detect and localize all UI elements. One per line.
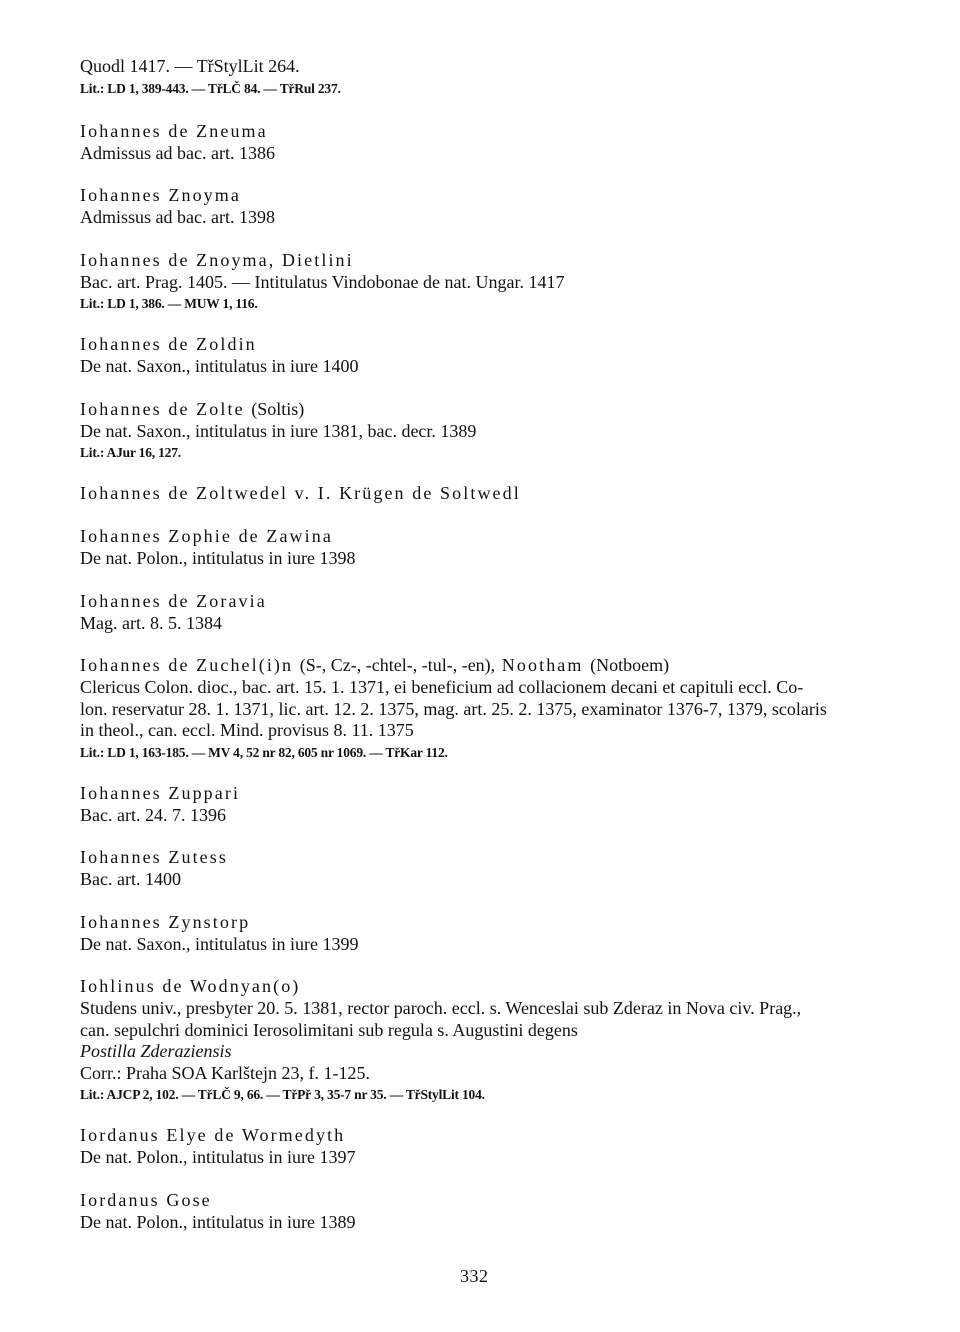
text-line: Quodl 1417. — TřStylLit 264. bbox=[80, 56, 300, 76]
text-line: Admissus ad bac. art. 1398 bbox=[80, 207, 275, 227]
entry-name-variant: (Soltis) bbox=[251, 398, 305, 419]
entry-iohannes-de-zolte bbox=[80, 398, 900, 465]
entry-iohannes-zynstorp bbox=[80, 911, 900, 956]
text-line: De nat. Saxon., intitulatus in iure 1400 bbox=[80, 356, 359, 376]
entry-iohannes-de-zoravia bbox=[80, 590, 900, 635]
entry-name bbox=[80, 398, 900, 421]
text-line: in theol., can. eccl. Mind. provisus 8. 11. 1375 bbox=[80, 720, 414, 740]
correspondence-line: Corr.: Praha SOA Karlštejn 23, f. 1-125. bbox=[80, 1062, 370, 1083]
work-title: Postilla Zderaziensis bbox=[80, 1041, 232, 1061]
text-line: Bac. art. Prag. 1405. — Intitulatus Vindobonae de nat. Ungar. 1417 bbox=[80, 271, 565, 292]
entry-name: Iordanus Gose bbox=[80, 1189, 212, 1210]
entry-iohlinus-de-wodnyano bbox=[80, 975, 900, 1106]
entry-name: Iohannes Znoyma bbox=[80, 185, 241, 205]
text-line: Bac. art. 1400 bbox=[80, 869, 181, 889]
entry-name-variant: (S-, Cz-, -chtel-, -tul-, -en), bbox=[299, 655, 496, 675]
text-line: Admissus ad bac. art. 1386 bbox=[80, 142, 275, 163]
literature-line: Lit.: LD 1, 389-443. — TřLČ 84. — TřRul 237. bbox=[80, 80, 341, 96]
entry-name: Iohannes de Zoravia bbox=[80, 590, 267, 611]
literature-line: Lit.: LD 1, 163-185. — MV 4, 52 nr 82, 605 nr 1069. — TřKar 112. bbox=[80, 744, 448, 760]
text-line: Bac. art. 24. 7. 1396 bbox=[80, 804, 226, 825]
entry-iohannes-de-zoldin bbox=[80, 333, 900, 378]
entry-name: Iohannes de Zoldin bbox=[80, 334, 257, 354]
entry-name: Iohannes de Znoyma, Dietlini bbox=[80, 249, 354, 270]
entry-name bbox=[80, 654, 900, 677]
entry-iohannes-de-zoltwedel bbox=[80, 482, 900, 505]
page-number: 332 bbox=[460, 1266, 489, 1286]
entry-iohannes-znoyma bbox=[80, 184, 900, 229]
entry-name: Iohannes de Zneuma bbox=[80, 120, 268, 141]
text-line: De nat. Polon., intitulatus in iure 1397 bbox=[80, 1147, 356, 1167]
text-line: De nat. Polon., intitulatus in iure 1398 bbox=[80, 548, 356, 568]
text-line: Mag. art. 8. 5. 1384 bbox=[80, 612, 222, 633]
entry-name-main: Iohannes de Zuchel(i)n bbox=[80, 655, 294, 675]
text-line: Studens univ., presbyter 20. 5. 1381, rector paroch. eccl. s. Wenceslai sub Zderaz in Nova civ. Prag., bbox=[80, 998, 802, 1018]
entry-iohannes-zophie-de-zawina bbox=[80, 525, 900, 570]
entry-iohannes-de-znoyma-dietlini bbox=[80, 249, 900, 316]
literature-line: Lit.: AJCP 2, 102. — TřLČ 9, 66. — TřPř 3, 35-7 nr 35. — TřStylLit 104. bbox=[80, 1087, 485, 1102]
entry-name-main: Iohannes de Zolte bbox=[80, 398, 245, 419]
entry-iohannes-de-zneuma bbox=[80, 120, 900, 165]
entry-iordanus-elye-de-wormedyth bbox=[80, 1124, 900, 1169]
entry-name-alias: Nootham bbox=[501, 655, 584, 675]
text-line: De nat. Polon., intitulatus in iure 1389 bbox=[80, 1211, 356, 1232]
literature-line: Lit.: LD 1, 386. — MUW 1, 116. bbox=[80, 296, 258, 311]
entry-name-alias-variant: (Notboem) bbox=[590, 655, 670, 675]
entry-iohannes-de-zucheln bbox=[80, 654, 900, 764]
entry-iordanus-gose bbox=[80, 1189, 900, 1234]
entry-name: Iohannes Zuppari bbox=[80, 782, 241, 803]
entry-iohannes-zuppari bbox=[80, 782, 900, 827]
text-line: Clericus Colon. dioc., bac. art. 15. 1. 1371, ei beneficium ad collacionem decani et capituli eccl. Co- bbox=[80, 677, 804, 697]
text-line: De nat. Saxon., intitulatus in iure 1381, bac. decr. 1389 bbox=[80, 420, 477, 441]
text-line: lon. reservatur 28. 1. 1371, lic. art. 12. 2. 1375, mag. art. 25. 2. 1375, examinator 1376-7, 1379, scolaris bbox=[80, 698, 827, 719]
text-line: can. sepulchri dominici Ierosolimitani sub regula s. Augustini degens bbox=[80, 1019, 578, 1040]
literature-line: Lit.: AJur 16, 127. bbox=[80, 445, 181, 460]
entry-name: Iordanus Elye de Wormedyth bbox=[80, 1125, 346, 1145]
entry-iohannes-zutess bbox=[80, 846, 900, 891]
entry-name: Iohannes Zophie de Zawina bbox=[80, 526, 333, 546]
entry-name: Iohannes Zynstorp bbox=[80, 911, 251, 932]
previous-entry-tail bbox=[80, 56, 900, 100]
text-line: De nat. Saxon., intitulatus in iure 1399 bbox=[80, 933, 359, 954]
entry-name: Iohlinus de Wodnyan(o) bbox=[80, 976, 301, 996]
document-page bbox=[80, 56, 900, 1253]
entry-name: Iohannes Zutess bbox=[80, 847, 228, 867]
entry-name: Iohannes de Zoltwedel v. I. Krügen de Soltwedl bbox=[80, 483, 521, 503]
